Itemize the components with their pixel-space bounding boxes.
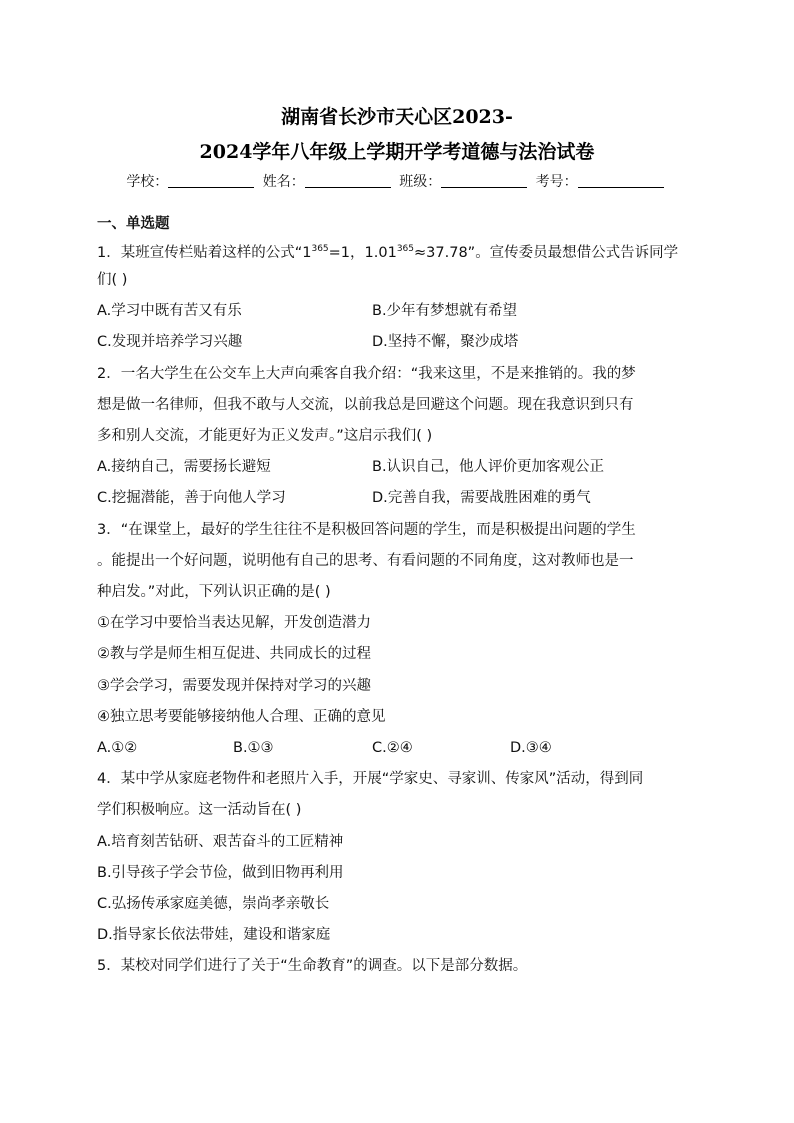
exam-title-line2: 2024学年八年级上学期开学考道德与法治试卷 (199, 141, 595, 163)
q1-stem-post: ≈37.78”。宣传委员最想借公式告诉同学 (414, 245, 679, 261)
q3-stem-line1: 3．“在课堂上，最好的学生往往不是积极回答问题的学生，而是积极提出问题的学生 (97, 522, 636, 538)
q3-option-b[interactable]: B.①③ (233, 740, 274, 756)
q3-statement-1: ①在学习中要恰当表达见解，开发创造潜力 (97, 615, 371, 631)
class-blank[interactable] (441, 173, 527, 188)
school-blank[interactable] (168, 173, 254, 188)
q2-option-b[interactable]: B.认识自己，他人评价更加客观公正 (372, 459, 605, 475)
q2-stem-line3: 多和别人交流，才能更好为正义发声。”这启示我们( ) (97, 428, 433, 444)
q1-option-c[interactable]: C.发现并培养学习兴趣 (97, 334, 243, 350)
q3-option-a[interactable]: A.①② (97, 740, 138, 756)
class-label: 班级： (399, 174, 442, 190)
q2-option-c[interactable]: C.挖掘潜能，善于向他人学习 (97, 490, 286, 506)
q4-option-b[interactable]: B.引导孩子学会节俭，做到旧物再利用 (97, 865, 344, 881)
section-heading: 一、单选题 (97, 216, 170, 232)
q4-option-a[interactable]: A.培育刻苦钻研、艰苦奋斗的工匠精神 (97, 834, 344, 850)
name-label: 姓名： (262, 174, 305, 190)
q3-option-d[interactable]: D.③④ (510, 740, 552, 756)
q4-option-d[interactable]: D.指导家长依法带娃，建设和谐家庭 (97, 927, 331, 943)
q3-statement-3: ③学会学习，需要发现并保持对学习的兴趣 (97, 678, 371, 694)
exam-title-line1: 湖南省长沙市天心区2023- (281, 106, 513, 128)
q2-option-a[interactable]: A.接纳自己，需要扬长避短 (97, 459, 271, 475)
q1-option-a[interactable]: A.学习中既有苦又有乐 (97, 303, 242, 319)
q4-option-c[interactable]: C.弘扬传承家庭美德，崇尚孝亲敬长 (97, 896, 330, 912)
q5-stem-line1: 5．某校对同学们进行了关于“生命教育”的调查。以下是部分数据。 (97, 958, 528, 974)
q1-stem-line2: 们( ) (97, 272, 128, 288)
q2-stem-line2: 想是做一名律师，但我不敢与人交流，以前我总是回避这个问题。现在我意识到只有 (97, 397, 634, 413)
q1-stem-mid: =1，1.01 (328, 245, 397, 261)
number-blank[interactable] (578, 173, 664, 188)
q3-statement-4: ④独立思考要能够接纳他人合理、正确的意见 (97, 709, 386, 725)
school-label: 学校： (126, 174, 169, 190)
q4-stem-line1: 4．某中学从家庭老物件和老照片入手，开展“学家史、寻家训、传家风”活动，得到同 (97, 771, 644, 787)
q1-stem-line1 (97, 239, 678, 263)
q1-option-d[interactable]: D.坚持不懈，聚沙成塔 (372, 334, 519, 350)
q3-statement-2: ②教与学是师生相互促进、共同成长的过程 (97, 646, 371, 662)
q2-option-d[interactable]: D.完善自我，需要战胜困难的勇气 (372, 490, 591, 506)
q4-stem-line2: 学们积极响应。这一活动旨在( ) (97, 802, 302, 818)
q3-stem-line3: 种启发。”对此，下列认识正确的是( ) (97, 584, 331, 600)
q1-stem-pre: 1．某班宣传栏贴着这样的公式“1 (97, 245, 312, 261)
q3-stem-line2: 。能提出一个好问题，说明他有自己的思考、有看问题的不同角度，这对教师也是一 (97, 553, 634, 569)
number-label: 考号： (535, 174, 578, 190)
q1-option-b[interactable]: B.少年有梦想就有希望 (372, 303, 518, 319)
q2-stem-line1: 2．一名大学生在公交车上大声向乘客自我介绍：“我来这里，不是来推销的。我的梦 (97, 366, 636, 382)
q3-option-c[interactable]: C.②④ (372, 740, 413, 756)
student-info-row (0, 171, 794, 191)
q1-superscript-1: 365 (311, 244, 329, 254)
name-blank[interactable] (305, 173, 391, 188)
q1-superscript-2: 365 (396, 244, 415, 254)
